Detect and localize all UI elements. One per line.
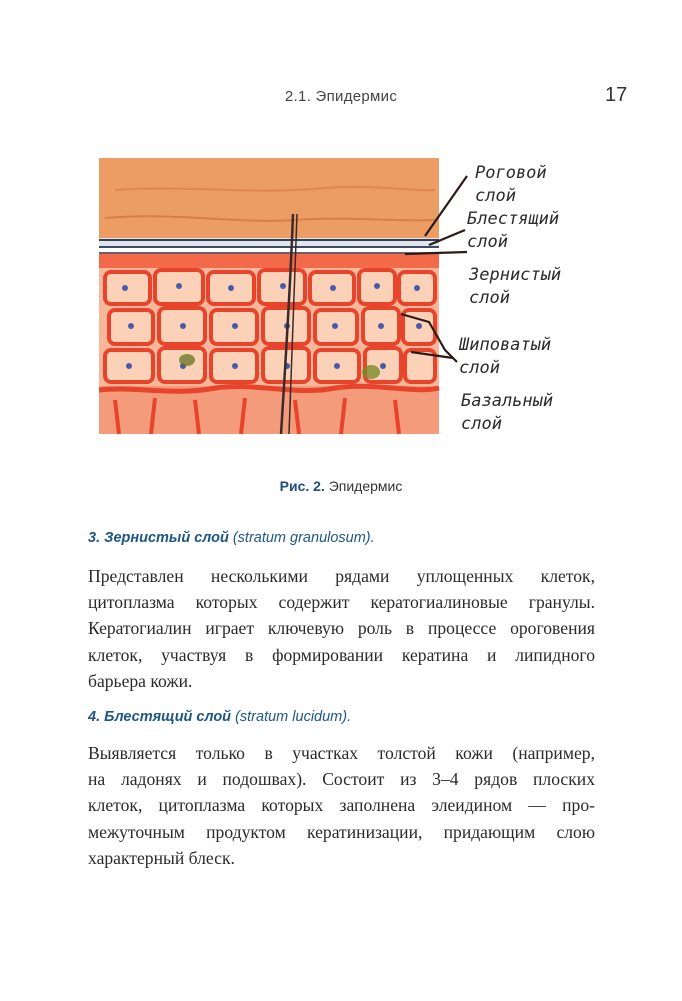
section-4-title: 4. Блестящий слой xyxy=(88,709,232,725)
section-4-heading xyxy=(88,709,351,725)
running-head: 2.1. Эпидермис xyxy=(284,88,398,105)
label-stratum-granulosum: Зернистый слой xyxy=(469,265,562,308)
caption-text: Эпидермис xyxy=(328,478,403,494)
label-stratum-basale: Базальный слой xyxy=(461,391,554,434)
section-3-heading xyxy=(88,530,375,546)
section-4-latin: (stratum lucidum). xyxy=(235,709,352,725)
section-3-title: 3. Зернистый слой xyxy=(88,530,229,546)
section-3-paragraph: Представлен несколькими рядами уплощенных клеток, цитоплазма которых содержит кератогиалиновые гранулы. Кератогиалин играет ключевую роль в процессе ороговения клеток, участвуя в формировании кератина и липидного барьера кожи. xyxy=(88,566,595,691)
label-stratum-corneum: Роговой слой xyxy=(475,163,547,206)
label-stratum-lucidum: Блестящий слой xyxy=(467,209,560,252)
label-stratum-spinosum: Шиповатый слой xyxy=(459,335,552,378)
figure-caption xyxy=(0,478,682,494)
caption-number: Рис. 2. xyxy=(279,478,325,494)
section-4-paragraph: Выявляется только в участках толстой кожи (например, на ладонях и подошвах). Состоит из 3–4 рядов плоских клеток, цитоплазма которых заполнена элеидином — про- межуточным продуктом кератинизации, придающим слою характерный блеск. xyxy=(88,743,595,868)
epidermis-figure xyxy=(95,150,600,450)
page-number: 17 xyxy=(605,84,628,106)
stratum-granulosum-band xyxy=(99,254,439,268)
section-3-latin: (stratum granulosum). xyxy=(232,530,375,546)
